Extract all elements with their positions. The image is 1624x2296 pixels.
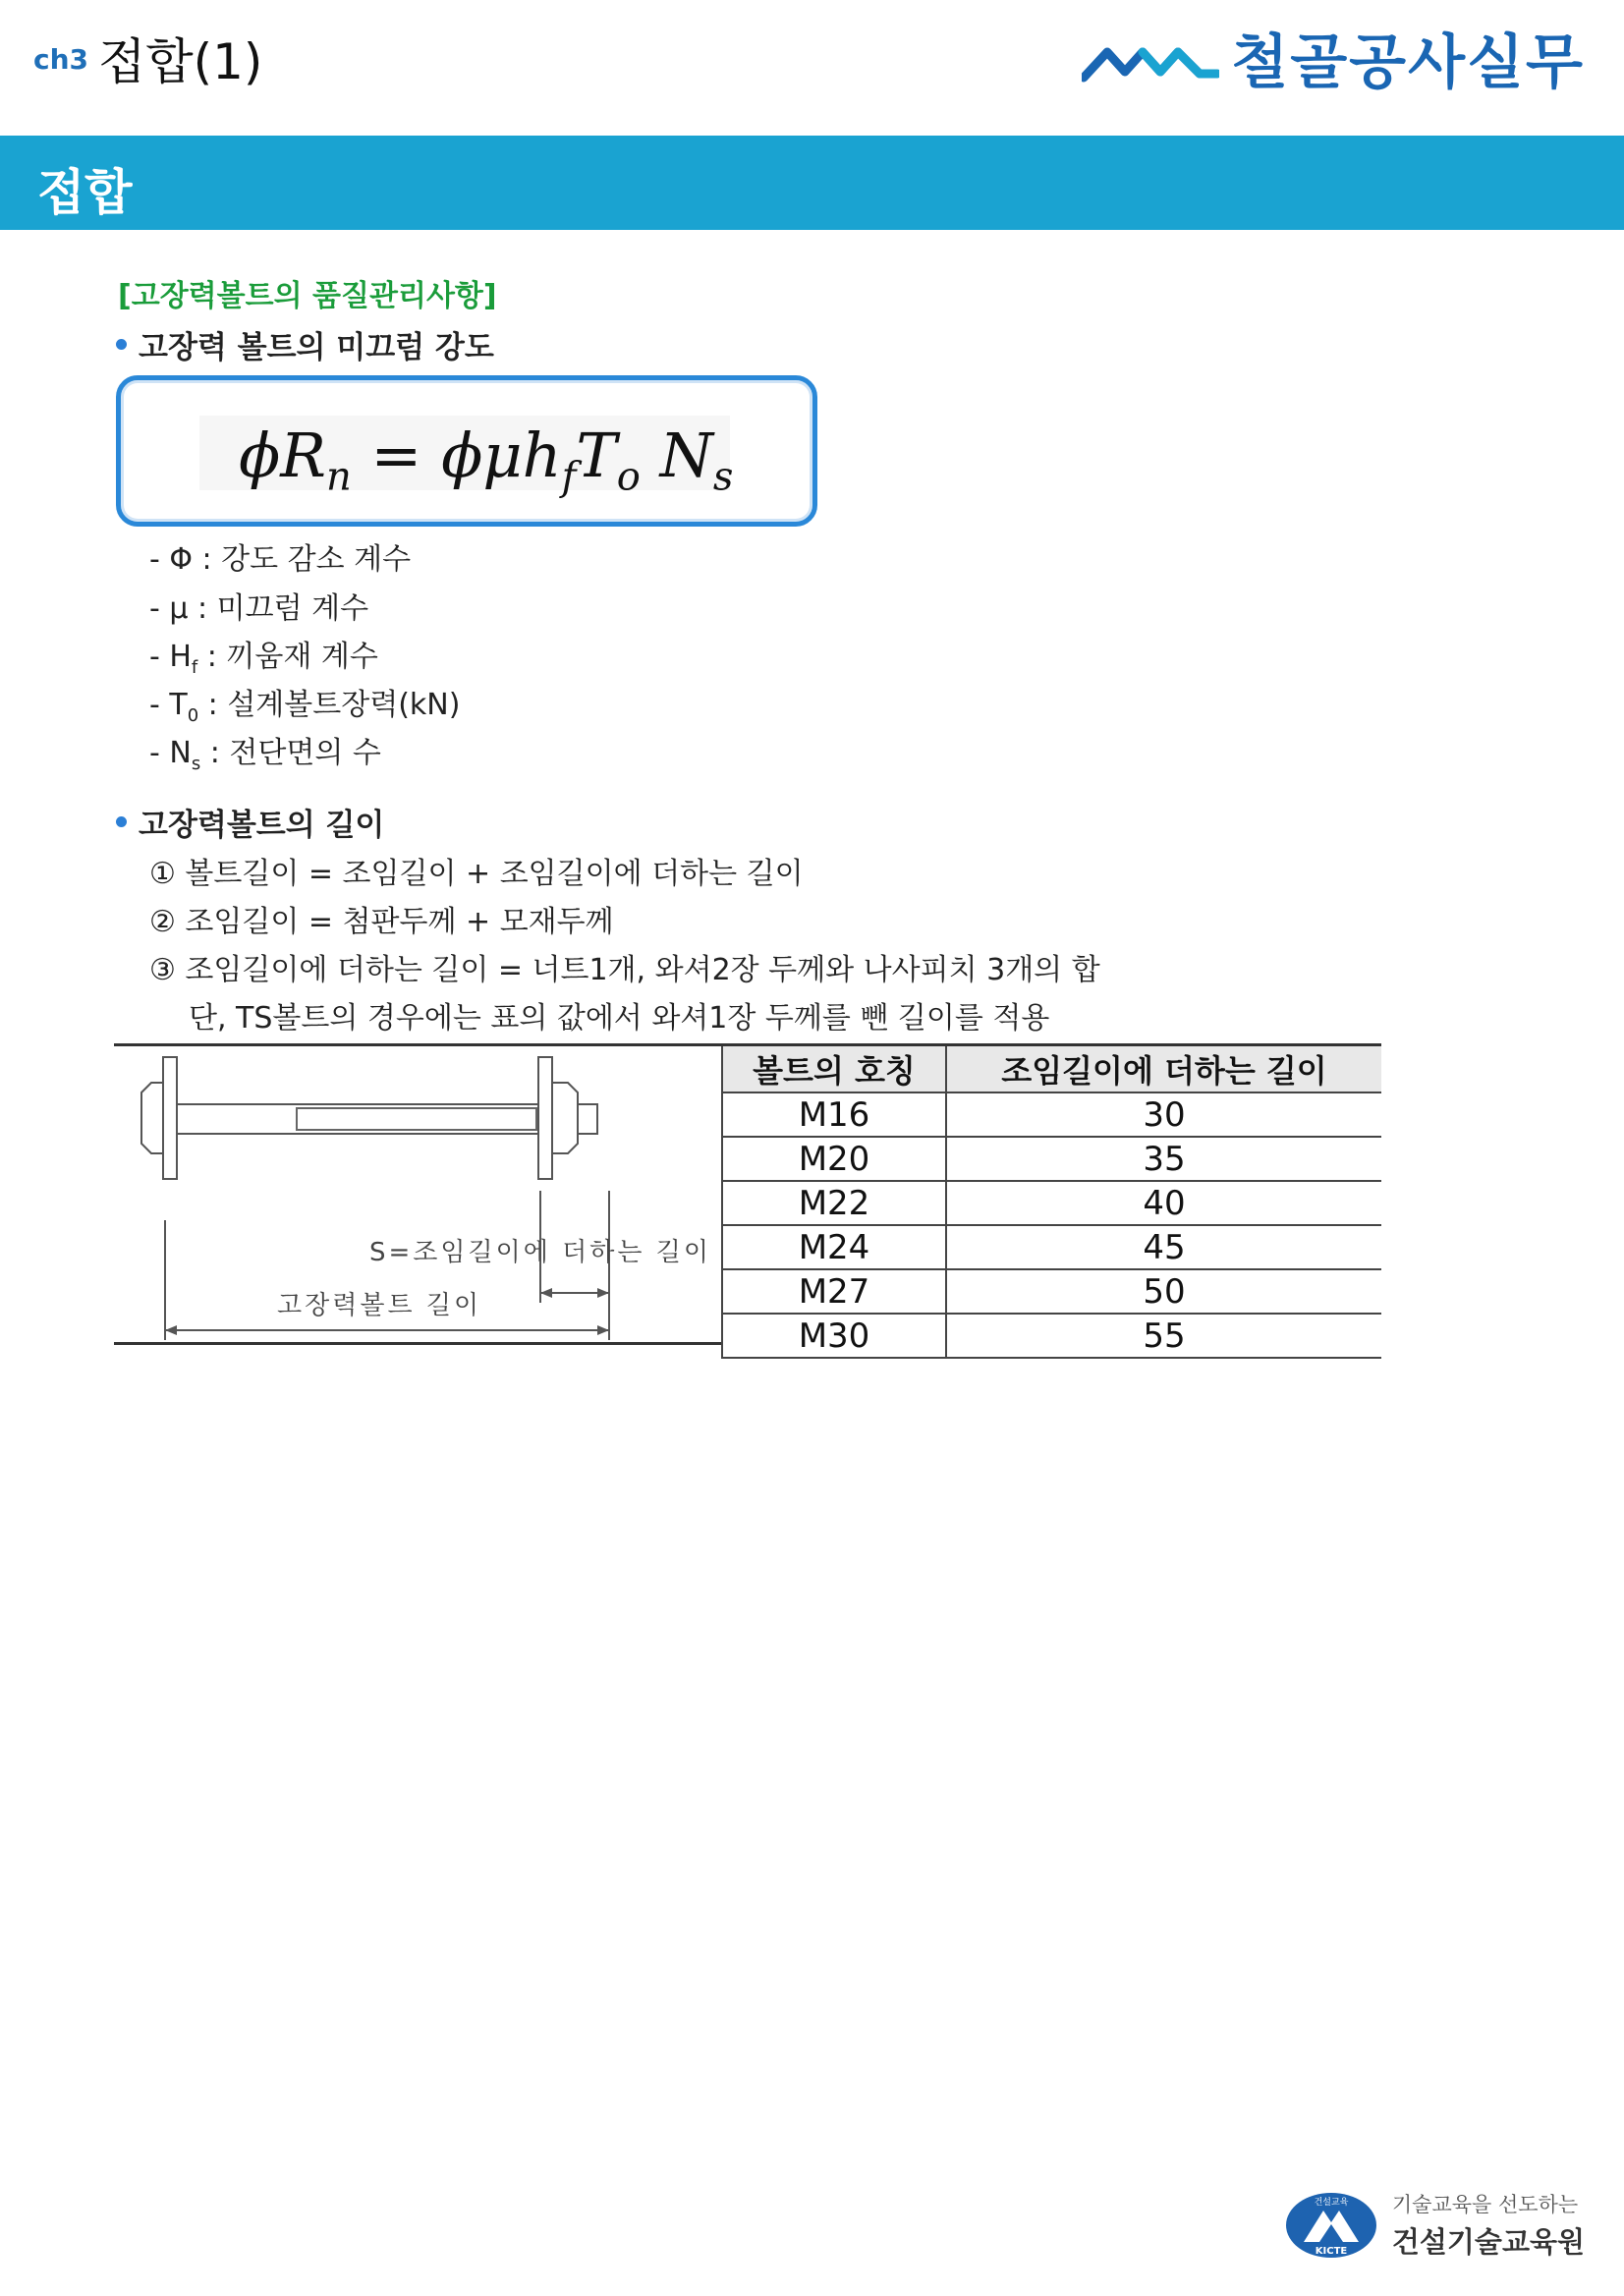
kicte-logo-icon bbox=[1284, 2191, 1378, 2260]
svg-text:KICTE: KICTE bbox=[1315, 2245, 1348, 2257]
table-row bbox=[722, 1181, 1381, 1225]
banner-title: 접합 bbox=[37, 164, 133, 221]
bolt-tip bbox=[578, 1104, 597, 1134]
section-label: [고장력볼트의 품질관리사항] bbox=[118, 279, 497, 313]
dim-total-arrow-right bbox=[597, 1325, 609, 1335]
table-header: 조임길이에 더하는 길이 bbox=[946, 1045, 1381, 1093]
dim-s-arrow-right bbox=[597, 1288, 609, 1298]
diagram-label-s: S=조임길이에 더하는 길이 bbox=[369, 1238, 711, 1267]
bolt-nut bbox=[552, 1083, 578, 1153]
washer-right bbox=[538, 1057, 552, 1179]
table-cell: M30 bbox=[722, 1314, 946, 1358]
table-header: 볼트의 호칭 bbox=[722, 1045, 946, 1093]
table-cell: 40 bbox=[946, 1181, 1381, 1225]
formula-box bbox=[116, 375, 817, 527]
bullet-slip-strength bbox=[116, 322, 494, 366]
wave-logo-icon bbox=[1082, 38, 1219, 87]
brand-title: 철골공사실무 bbox=[1231, 28, 1585, 97]
definition-item: - $N_s$ : 전단면의 수 bbox=[149, 736, 381, 774]
dim-s-arrow-left bbox=[540, 1288, 552, 1298]
diagram-label-total: 고장력볼트 길이 bbox=[277, 1291, 482, 1320]
table-cell: M16 bbox=[722, 1092, 946, 1137]
bullet-bolt-length bbox=[116, 800, 384, 844]
footer-slogan: 기술교육을 선도하는 bbox=[1391, 2193, 1579, 2216]
table-cell: 45 bbox=[946, 1225, 1381, 1269]
table-row bbox=[722, 1092, 1381, 1137]
definition-item: - $T_0$ : 설계볼트장력(kN) bbox=[149, 688, 461, 726]
bullet-dot-icon bbox=[116, 816, 127, 827]
definition-item: - $H_f$ : 끼움재 계수 bbox=[149, 640, 378, 678]
table-row bbox=[722, 1314, 1381, 1358]
step-item: ③ 조임길이에 더하는 길이 = 너트1개, 와셔2장 두께와 나사피치 3개의 합 bbox=[149, 953, 1100, 987]
bolt-thread bbox=[297, 1108, 536, 1130]
table-row bbox=[722, 1269, 1381, 1314]
bolt-length-table bbox=[721, 1043, 1381, 1359]
table-row bbox=[722, 1225, 1381, 1269]
bolt-head bbox=[141, 1083, 163, 1153]
table-cell: M22 bbox=[722, 1181, 946, 1225]
step-item: ② 조임길이 = 첨판두께 + 모재두께 bbox=[149, 905, 614, 939]
footer bbox=[1284, 2189, 1585, 2261]
bullet-dot-icon bbox=[116, 339, 127, 350]
washer-left bbox=[163, 1057, 177, 1179]
chapter-heading bbox=[33, 33, 263, 90]
section-banner bbox=[0, 136, 1624, 230]
bullet-text: 고장력볼트의 길이 bbox=[139, 808, 385, 843]
table-header-row bbox=[722, 1045, 1381, 1093]
footer-text bbox=[1392, 2189, 1585, 2261]
formula: $\phi R_n = \phi\mu h_fT_o$ $N_s$ bbox=[239, 420, 734, 500]
table-cell: M27 bbox=[722, 1269, 946, 1314]
table-cell: 55 bbox=[946, 1314, 1381, 1358]
footer-org: 건설기술교육원 bbox=[1391, 2225, 1585, 2259]
step-item: ① 볼트길이 = 조임길이 + 조임길이에 더하는 길이 bbox=[149, 857, 804, 891]
table-cell: 30 bbox=[946, 1092, 1381, 1137]
brand bbox=[1082, 28, 1585, 97]
table-cell: M20 bbox=[722, 1137, 946, 1181]
svg-text:건설교육: 건설교육 bbox=[1314, 2197, 1349, 2208]
dim-total-arrow-left bbox=[165, 1325, 177, 1335]
table-cell: M24 bbox=[722, 1225, 946, 1269]
chapter-title: 접합(1) bbox=[98, 33, 263, 90]
chapter-tag: ch3 bbox=[33, 43, 89, 76]
table-cell: 50 bbox=[946, 1269, 1381, 1314]
table-cell: 35 bbox=[946, 1137, 1381, 1181]
step-note: 단, TS볼트의 경우에는 표의 값에서 와셔1장 두께를 뺀 길이를 적용 bbox=[189, 1001, 1050, 1036]
definition-item: - Φ : 강도 감소 계수 bbox=[149, 542, 412, 577]
bullet-text: 고장력 볼트의 미끄럼 강도 bbox=[139, 330, 494, 365]
definition-item: - μ : 미끄럼 계수 bbox=[149, 591, 369, 626]
table-row bbox=[722, 1137, 1381, 1181]
